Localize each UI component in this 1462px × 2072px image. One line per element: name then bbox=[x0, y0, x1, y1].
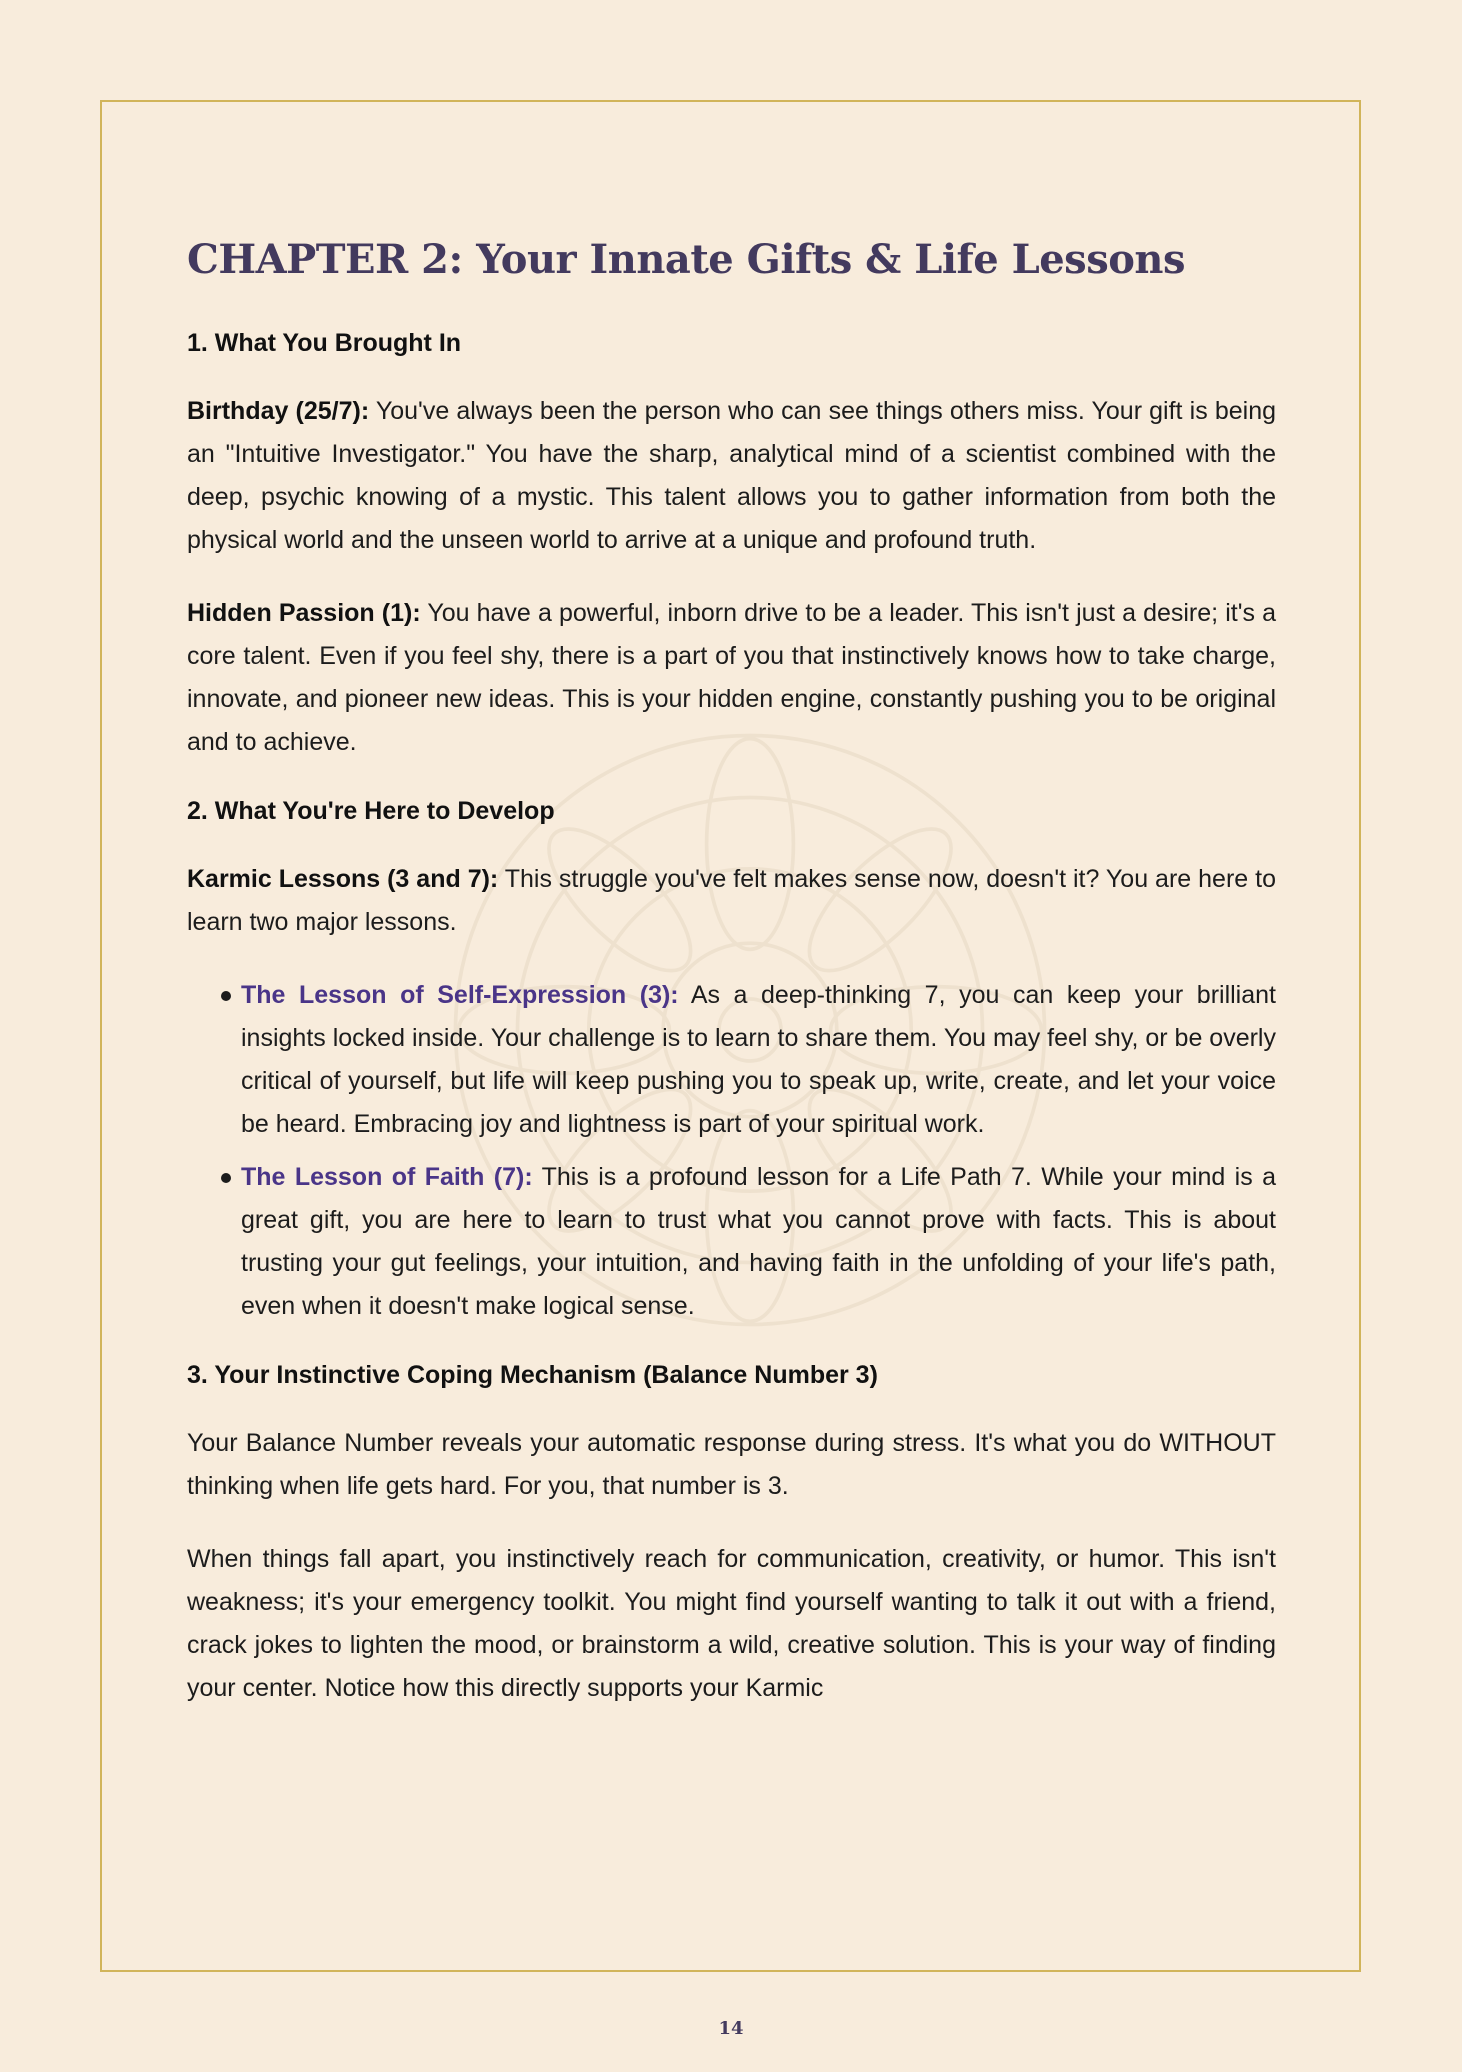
list-item bbox=[241, 974, 1276, 1146]
section-heading-what-youre-here-to-develop: 2. What You're Here to Develop bbox=[187, 797, 555, 825]
bullet-icon bbox=[221, 1173, 231, 1183]
lesson-title: The Lesson of Self-Expression (3): bbox=[241, 981, 679, 1009]
section-heading-coping-mechanism: 3. Your Instinctive Coping Mechanism (Balance Number 3) bbox=[187, 1361, 878, 1389]
chapter-title: CHAPTER 2: Your Innate Gifts & Life Lessons bbox=[187, 236, 1185, 283]
page-content bbox=[187, 234, 1276, 1740]
section-heading-what-you-brought-in: 1. What You Brought In bbox=[187, 329, 462, 357]
hidden-passion-label: Hidden Passion (1): bbox=[187, 599, 421, 627]
coping-paragraph: When things fall apart, you instinctively reach for communication, creativity, or humor. This isn't weakness; it's your emergency toolkit. You might find yourself wanting to talk it out with a friend, crack jokes to lighten the mood, or brainstorm a wild, creative solution. This is your way of finding your center. Notice how this directly supports your Karmic bbox=[187, 1545, 1276, 1702]
bullet-icon bbox=[221, 991, 231, 1001]
lessons-list bbox=[187, 974, 1276, 1328]
birthday-label: Birthday (25/7): bbox=[187, 397, 370, 425]
karmic-lessons-text: This struggle you've felt makes sense now, doesn't it? You are here to learn two major lessons. bbox=[187, 865, 1276, 936]
list-item bbox=[241, 1156, 1276, 1328]
birthday-paragraph bbox=[187, 390, 1276, 562]
hidden-passion-paragraph bbox=[187, 592, 1276, 764]
hidden-passion-text: You have a powerful, inborn drive to be a leader. This isn't just a desire; it's a core talent. Even if you feel shy, there is a part of you that instinctively knows how to take charge, innovate, and pioneer new ideas. This is your hidden engine, constantly pushing you to be original and to achieve. bbox=[187, 599, 1276, 756]
balance-number-paragraph: Your Balance Number reveals your automatic response during stress. It's what you do WITHOUT thinking when life gets hard. For you, that number is 3. bbox=[187, 1429, 1276, 1500]
birthday-text: You've always been the person who can see things others miss. Your gift is being an "Intuitive Investigator." You have the sharp, analytical mind of a scientist combined with the deep, psychic knowing of a mystic. This talent allows you to gather information from both the physical world and the unseen world to arrive at a unique and profound truth. bbox=[187, 397, 1276, 554]
karmic-lessons-label: Karmic Lessons (3 and 7): bbox=[187, 865, 499, 893]
lesson-text: This is a profound lesson for a Life Path 7. While your mind is a great gift, you are here to learn to trust what you cannot prove with facts. This is about trusting your gut feelings, your intuition, and having faith in the unfolding of your life's path, even when it doesn't make logical sense. bbox=[241, 1163, 1276, 1320]
lesson-text: As a deep-thinking 7, you can keep your brilliant insights locked inside. Your challenge is to learn to share them. You may feel shy, or be overly critical of yourself, but life will keep pushing you to speak up, write, create, and let your voice be heard. Embracing joy and lightness is part of your spiritual work. bbox=[241, 981, 1276, 1138]
lesson-title: The Lesson of Faith (7): bbox=[241, 1163, 533, 1191]
karmic-lessons-paragraph bbox=[187, 858, 1276, 944]
page-number: 14 bbox=[718, 2018, 744, 2039]
